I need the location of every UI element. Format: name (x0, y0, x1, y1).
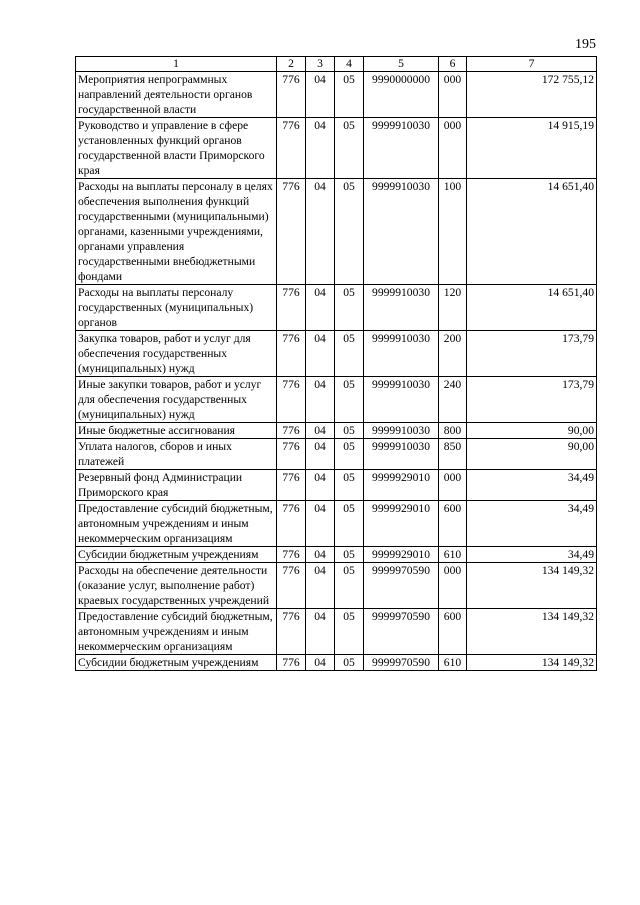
header-cell-7: 7 (467, 57, 597, 72)
row-grbs-code: 776 (277, 609, 306, 655)
row-grbs-code: 776 (277, 331, 306, 377)
row-expense-type-code: 800 (439, 423, 467, 439)
page-number: 195 (575, 37, 596, 52)
row-name: Расходы на выплаты персоналу в целях обеспечения выполнения функций государственными (муниципальными) органами, казенными учреждениями, органами управления государственными внебюджетными фондами (76, 179, 277, 285)
table-row (76, 423, 597, 439)
row-amount: 172 755,12 (467, 72, 597, 118)
row-subsection-code: 05 (335, 470, 364, 501)
row-name: Иные бюджетные ассигнования (76, 423, 277, 439)
row-expense-type-code: 610 (439, 655, 467, 671)
row-amount: 90,00 (467, 423, 597, 439)
row-subsection-code: 05 (335, 439, 364, 470)
row-expense-type-code: 600 (439, 501, 467, 547)
row-amount: 34,49 (467, 547, 597, 563)
header-cell-1: 1 (76, 57, 277, 72)
row-expense-type-code: 000 (439, 72, 467, 118)
row-grbs-code: 776 (277, 470, 306, 501)
header-cell-4: 4 (335, 57, 364, 72)
table-row (76, 501, 597, 547)
row-expense-type-code: 120 (439, 285, 467, 331)
row-section-code: 04 (306, 470, 335, 501)
table-row (76, 179, 597, 285)
row-subsection-code: 05 (335, 547, 364, 563)
row-section-code: 04 (306, 72, 335, 118)
row-grbs-code: 776 (277, 377, 306, 423)
row-amount: 173,79 (467, 377, 597, 423)
row-expense-type-code: 850 (439, 439, 467, 470)
row-amount: 14 915,19 (467, 118, 597, 179)
row-section-code: 04 (306, 423, 335, 439)
row-grbs-code: 776 (277, 179, 306, 285)
row-section-code: 04 (306, 118, 335, 179)
row-target-article-code: 9999970590 (364, 563, 439, 609)
row-expense-type-code: 200 (439, 331, 467, 377)
row-amount: 34,49 (467, 470, 597, 501)
row-target-article-code: 9999910030 (364, 118, 439, 179)
row-subsection-code: 05 (335, 72, 364, 118)
header-row (76, 57, 597, 72)
row-subsection-code: 05 (335, 563, 364, 609)
row-target-article-code: 9999970590 (364, 609, 439, 655)
row-grbs-code: 776 (277, 563, 306, 609)
row-name: Субсидии бюджетным учреждениям (76, 655, 277, 671)
row-section-code: 04 (306, 285, 335, 331)
row-subsection-code: 05 (335, 501, 364, 547)
row-grbs-code: 776 (277, 118, 306, 179)
header-cell-3: 3 (306, 57, 335, 72)
row-name: Закупка товаров, работ и услуг для обеспечения государственных (муниципальных) нужд (76, 331, 277, 377)
row-target-article-code: 9999910030 (364, 377, 439, 423)
header-cell-2: 2 (277, 57, 306, 72)
row-target-article-code: 9999910030 (364, 423, 439, 439)
row-expense-type-code: 100 (439, 179, 467, 285)
row-subsection-code: 05 (335, 655, 364, 671)
row-target-article-code: 9999970590 (364, 655, 439, 671)
row-grbs-code: 776 (277, 547, 306, 563)
table-row (76, 439, 597, 470)
row-grbs-code: 776 (277, 423, 306, 439)
row-section-code: 04 (306, 609, 335, 655)
row-subsection-code: 05 (335, 179, 364, 285)
row-name: Субсидии бюджетным учреждениям (76, 547, 277, 563)
row-section-code: 04 (306, 547, 335, 563)
table-row (76, 547, 597, 563)
row-name: Иные закупки товаров, работ и услуг для обеспечения государственных (муниципальных) нужд (76, 377, 277, 423)
row-grbs-code: 776 (277, 501, 306, 547)
table-row (76, 331, 597, 377)
row-expense-type-code: 600 (439, 609, 467, 655)
table-body (76, 72, 597, 671)
row-subsection-code: 05 (335, 423, 364, 439)
row-subsection-code: 05 (335, 377, 364, 423)
row-expense-type-code: 240 (439, 377, 467, 423)
row-amount: 14 651,40 (467, 285, 597, 331)
row-amount: 173,79 (467, 331, 597, 377)
row-target-article-code: 9999910030 (364, 285, 439, 331)
row-grbs-code: 776 (277, 285, 306, 331)
row-target-article-code: 9999910030 (364, 331, 439, 377)
row-name: Предоставление субсидий бюджетным, автономным учреждениям и иным некоммерческим организациям (76, 501, 277, 547)
row-target-article-code: 9990000000 (364, 72, 439, 118)
row-target-article-code: 9999910030 (364, 439, 439, 470)
row-expense-type-code: 000 (439, 118, 467, 179)
row-section-code: 04 (306, 501, 335, 547)
row-subsection-code: 05 (335, 118, 364, 179)
header-cell-6: 6 (439, 57, 467, 72)
row-name: Расходы на обеспечение деятельности (оказание услуг, выполнение работ) краевых государственных учреждений (76, 563, 277, 609)
table-row (76, 655, 597, 671)
budget-table (75, 56, 597, 671)
table-row (76, 118, 597, 179)
row-amount: 14 651,40 (467, 179, 597, 285)
row-name: Уплата налогов, сборов и иных платежей (76, 439, 277, 470)
row-expense-type-code: 000 (439, 470, 467, 501)
row-amount: 34,49 (467, 501, 597, 547)
row-name: Расходы на выплаты персоналу государственных (муниципальных) органов (76, 285, 277, 331)
row-name: Руководство и управление в сфере установленных функций органов государственной власти Приморского края (76, 118, 277, 179)
row-section-code: 04 (306, 439, 335, 470)
row-section-code: 04 (306, 377, 335, 423)
row-grbs-code: 776 (277, 655, 306, 671)
row-target-article-code: 9999929010 (364, 547, 439, 563)
row-amount: 134 149,32 (467, 655, 597, 671)
row-expense-type-code: 000 (439, 563, 467, 609)
table-row (76, 563, 597, 609)
row-grbs-code: 776 (277, 439, 306, 470)
row-expense-type-code: 610 (439, 547, 467, 563)
row-grbs-code: 776 (277, 72, 306, 118)
row-name: Предоставление субсидий бюджетным, автономным учреждениям и иным некоммерческим организациям (76, 609, 277, 655)
row-subsection-code: 05 (335, 331, 364, 377)
row-amount: 90,00 (467, 439, 597, 470)
row-subsection-code: 05 (335, 285, 364, 331)
table-row (76, 72, 597, 118)
row-subsection-code: 05 (335, 609, 364, 655)
row-target-article-code: 9999929010 (364, 501, 439, 547)
row-section-code: 04 (306, 331, 335, 377)
table-row (76, 470, 597, 501)
row-target-article-code: 9999929010 (364, 470, 439, 501)
row-amount: 134 149,32 (467, 609, 597, 655)
row-amount: 134 149,32 (467, 563, 597, 609)
row-target-article-code: 9999910030 (364, 179, 439, 285)
row-name: Резервный фонд Администрации Приморского края (76, 470, 277, 501)
row-section-code: 04 (306, 179, 335, 285)
table-row (76, 609, 597, 655)
table-row (76, 285, 597, 331)
header-cell-5: 5 (364, 57, 439, 72)
row-section-code: 04 (306, 563, 335, 609)
row-name: Мероприятия непрограммных направлений деятельности органов государственной власти (76, 72, 277, 118)
table-row (76, 377, 597, 423)
row-section-code: 04 (306, 655, 335, 671)
